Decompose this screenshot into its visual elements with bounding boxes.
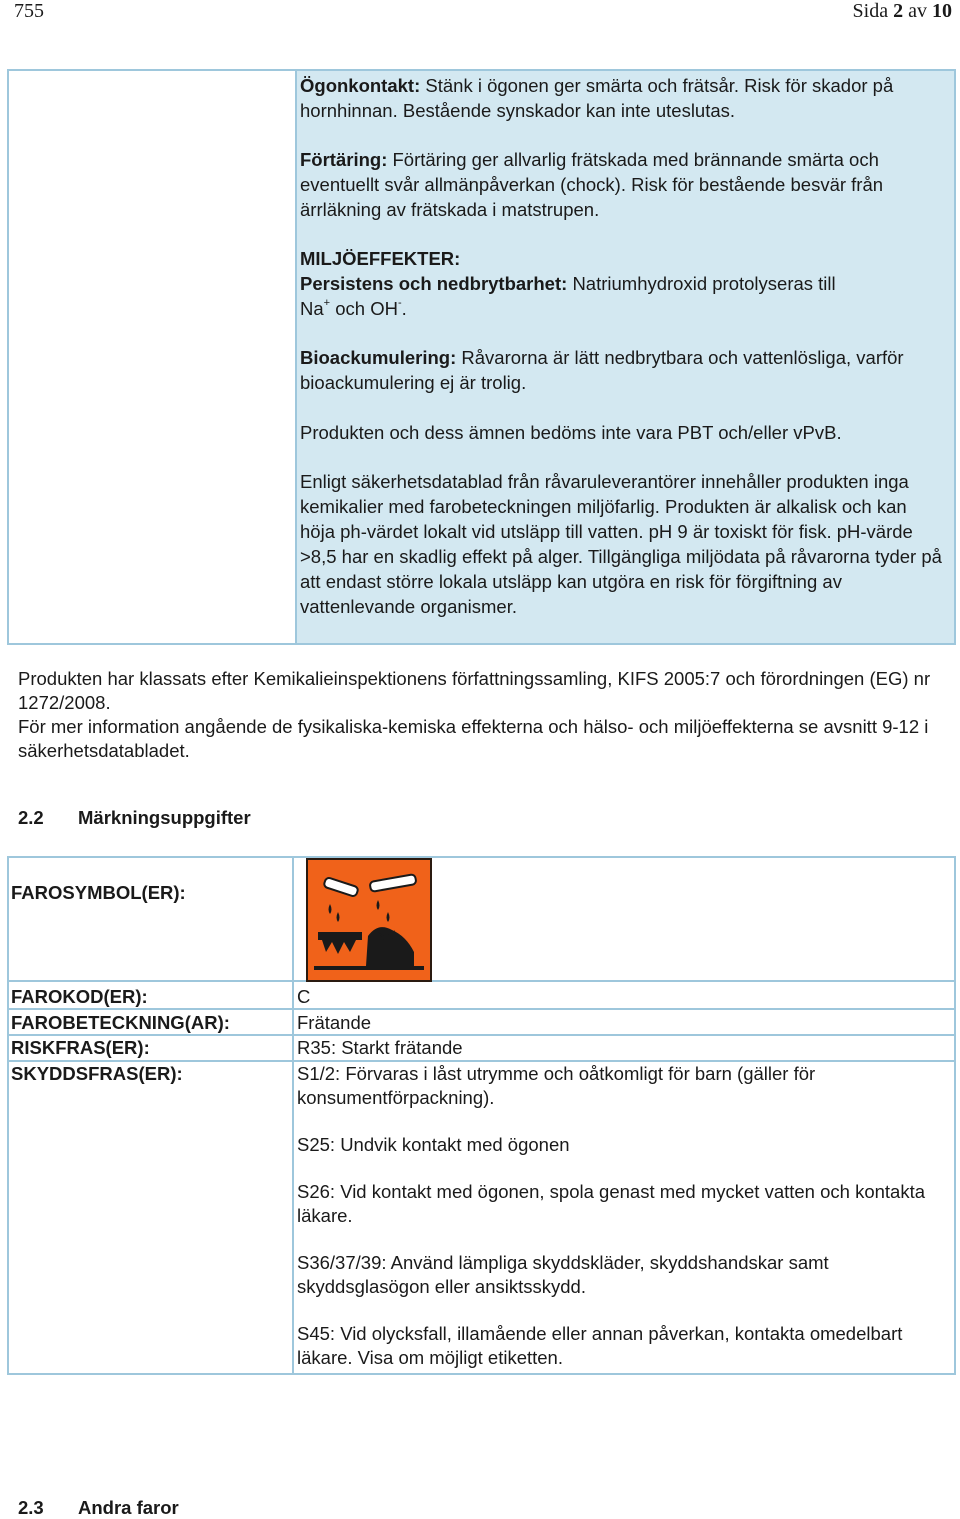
environment-heading-text: MILJÖEFFEKTER: [300, 248, 461, 269]
corrosive-pictogram-icon [306, 858, 432, 982]
page-indicator [853, 0, 952, 23]
classification-paragraph: Produkten har klassats efter Kemikalieinspektionens författningssamling, KIFS 2005:7 och förordningen (EG) nr 1272/2008. [18, 668, 931, 713]
ingestion-label: Förtäring: [300, 149, 388, 170]
risk-phrase-value: R35: Starkt frätande [297, 1037, 463, 1058]
hazard-code-label: FAROKOD(ER): [11, 986, 148, 1007]
safety-phrase: S36/37/39: Använd lämpliga skyddskläder, skyddshandskar samt skyddsglasögon eller ansiktsskydd. [297, 1252, 829, 1297]
hazard-designation-value: Frätande [297, 1012, 372, 1033]
page-separator: av [908, 0, 927, 22]
eye-contact-text: Stänk i ögonen ger smärta och frätsår. Risk för skador på hornhinnan. Bestående synskador kan inte uteslutas. [300, 75, 894, 121]
hazard-code-value: C [297, 986, 311, 1007]
document-number: 755 [14, 0, 44, 22]
risk-phrase-label: RISKFRAS(ER): [11, 1037, 150, 1058]
ingestion-text: Förtäring ger allvarlig frätskada med brännande smärta och eventuellt svår allmänpåverkan (chock). Risk för bestående besvär från ärrläkning av frätskada i matstrupen. [300, 149, 884, 220]
more-info-paragraph: För mer information angående de fysikaliska-kemiska effekterna och hälso- och miljöeffekterna se avsnitt 9-12 i säkerhetsdatabladet. [18, 716, 929, 761]
section-number-2-2: 2.2 [18, 807, 44, 828]
safety-phrase: S1/2: Förvaras i låst utrymme och oåtkomligt för barn (gäller för konsumentförpackning). [297, 1063, 816, 1108]
section-title-2-3: Andra faror [78, 1497, 179, 1518]
sodium-ion: Na+ [300, 296, 331, 319]
row-divider [9, 980, 954, 982]
bioaccumulation-label: Bioackumulering: [300, 347, 457, 368]
pbt-paragraph: Produkten och dess ämnen bedöms inte vara PBT och/eller vPvB. [300, 422, 842, 443]
section-number-2-3: 2.3 [18, 1497, 44, 1518]
safety-phrase: S26: Vid kontakt med ögonen, spola genast med mycket vatten och kontakta läkare. [297, 1181, 926, 1226]
labeling-label-column [9, 858, 294, 1373]
hazard-symbol-label: FAROSYMBOL(ER): [11, 882, 186, 903]
and-word: och [335, 298, 366, 319]
supplier-paragraph: Enligt säkerhetsdatablad från råvaruleverantörer innehåller produkten inga kemikalier med farobeteckningen miljöfarlig. Produkten är alkalisk och kan höja ph-värdet lokalt vid utsläpp till vatten. pH 9 är toxiskt för fisk. pH-värde >8,5 har en skadlig effekt på alger. Tillgängliga miljödata på råvarorna tyder på att endast större lokala utsläpp kan utgöra en risk för förgiftning av vattenlevande organismer. [300, 471, 942, 617]
hazard-designation-label: FAROBETECKNING(AR): [11, 1012, 230, 1033]
bioaccumulation-text: Råvarorna är lätt nedbrytbara och vattenlösliga, varför bioackumulering ej är trolig. [300, 347, 904, 393]
page-current: 2 [893, 0, 904, 22]
eye-contact-label: Ögonkontakt: [300, 75, 421, 96]
hydroxide-ion: OH-. [370, 296, 407, 319]
ingestion-paragraph [300, 147, 945, 222]
safety-phrase: S25: Undvik kontakt med ögonen [297, 1134, 570, 1155]
environment-heading [300, 246, 945, 271]
section-title-2-2: Märkningsuppgifter [78, 807, 251, 828]
safety-phrase-label: SKYDDSFRAS(ER): [11, 1063, 183, 1084]
persistence-text: Natriumhydroxid protolyseras till [572, 273, 836, 294]
persistence-paragraph [300, 271, 945, 321]
persistence-label: Persistens och nedbrytbarhet: [300, 273, 568, 294]
bioaccumulation-paragraph [300, 345, 945, 395]
hazard-info-left-cell [9, 71, 297, 643]
page-total: 10 [932, 0, 952, 22]
eye-contact-paragraph [300, 73, 945, 123]
page-prefix: Sida [852, 0, 889, 22]
safety-phrase: S45: Vid olycksfall, illamående eller annan påverkan, kontakta omedelbart läkare. Visa om möjligt etiketten. [297, 1323, 903, 1368]
